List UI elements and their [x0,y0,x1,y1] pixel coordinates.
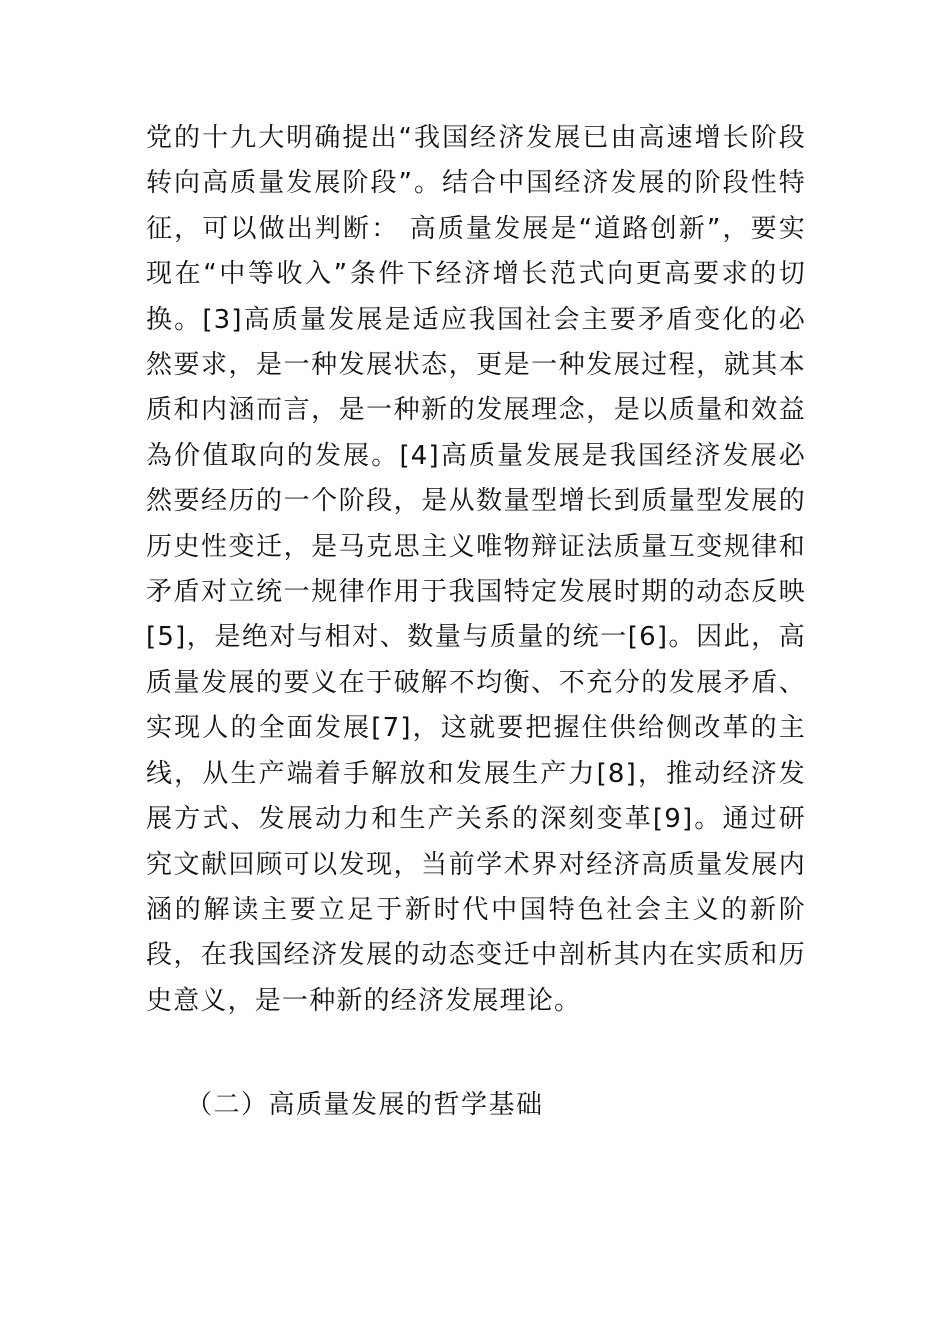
section-heading: （二）高质量发展的哲学基础 [186,1090,544,1120]
body-paragraph: 党的十九大明确提出“我国经济发展已由高速增长阶段转向高质量发展阶段”。结合中国经济发展的阶段性特征，可以做出判断： 高质量发展是“道路创新”，要实现在“中等收入”条件下经济增长范式向更高要求的切换。[3]高质量发展是适应我国社会主要矛盾变化的必然要求，是一种发展状态，更是一种发展过程，就其本质和内涵而言，是一种新的发展理念，是以质量和效益為价值取向的发展。[4]高质量发展是我国经济发展必然要经历的一个阶段，是从数量型增长到质量型发展的历史性变迁，是马克思主义唯物辩证法质量互变规律和矛盾对立统一规律作用于我国特定发展时期的动态反映[5]，是绝对与相对、数量与质量的统一[6]。因此，高质量发展的要义在于破解不均衡、不充分的发展矛盾、实现人的全面发展[7]，这就要把握住供给侧改革的主线，从生产端着手解放和发展生产力[8]，推动经济发展方式、发展动力和生产关系的深刻变革[9]。通过研究文献回顾可以发现，当前学术界对经济高质量发展内涵的解读主要立足于新时代中国特色社会主义的新阶段，在我国经济发展的动态变迁中剖析其内在实质和历史意义，是一种新的经济发展理论。 [146,123,806,1016]
